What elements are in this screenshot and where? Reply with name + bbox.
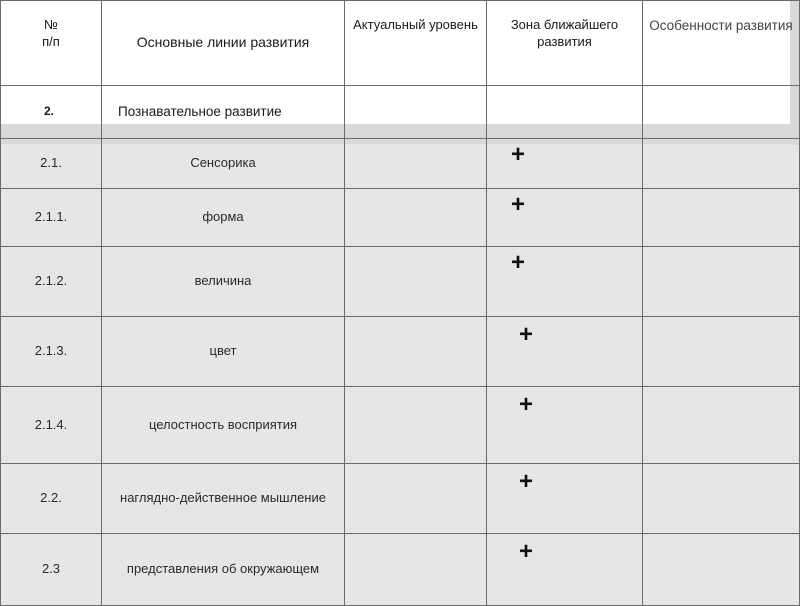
row-name: наглядно-действенное мышление bbox=[102, 464, 345, 534]
table-row bbox=[1, 387, 800, 464]
cell-zone bbox=[487, 534, 643, 606]
cell-features bbox=[643, 534, 800, 606]
row-name: форма bbox=[102, 189, 345, 247]
row-number: 2.1. bbox=[1, 139, 102, 189]
cell-actual bbox=[345, 189, 487, 247]
cell-features bbox=[643, 139, 800, 189]
plus-mark: + bbox=[511, 249, 526, 276]
cell-features bbox=[643, 464, 800, 534]
section-title: Познавательное развитие bbox=[102, 86, 345, 139]
row-number: 2.1.3. bbox=[1, 317, 102, 387]
cell-zone bbox=[487, 317, 643, 387]
plus-mark: + bbox=[519, 321, 534, 348]
table-header-row bbox=[1, 1, 800, 86]
cell-zone bbox=[487, 247, 643, 317]
header-number: № п/п bbox=[1, 1, 102, 86]
cell-actual bbox=[345, 387, 487, 464]
row-name: величина bbox=[102, 247, 345, 317]
cell-features bbox=[643, 189, 800, 247]
cell-features bbox=[643, 317, 800, 387]
row-name: представления об окружающем bbox=[102, 534, 345, 606]
plus-mark: + bbox=[519, 538, 534, 565]
plus-mark: + bbox=[519, 468, 534, 495]
cell-zone bbox=[487, 387, 643, 464]
cell-zone bbox=[487, 86, 643, 139]
row-number: 2.3 bbox=[1, 534, 102, 606]
header-development-lines: Основные линии развития bbox=[102, 1, 345, 86]
cell-zone bbox=[487, 139, 643, 189]
table-row bbox=[1, 464, 800, 534]
cell-actual bbox=[345, 534, 487, 606]
table-row bbox=[1, 534, 800, 606]
header-actual-level: Актуальный уровень bbox=[345, 1, 487, 86]
row-number: 2.1.4. bbox=[1, 387, 102, 464]
plus-mark: + bbox=[511, 141, 526, 168]
cell-features bbox=[643, 86, 800, 139]
cell-actual bbox=[345, 247, 487, 317]
section-row bbox=[1, 86, 800, 139]
row-name: Сенсорика bbox=[102, 139, 345, 189]
row-name: целостность восприятия bbox=[102, 387, 345, 464]
row-name: цвет bbox=[102, 317, 345, 387]
section-number: 2. bbox=[1, 86, 102, 139]
cell-actual bbox=[345, 139, 487, 189]
plus-mark: + bbox=[519, 391, 534, 418]
table-row bbox=[1, 247, 800, 317]
plus-mark: + bbox=[511, 191, 526, 218]
row-number: 2.1.1. bbox=[1, 189, 102, 247]
table-row bbox=[1, 317, 800, 387]
table-row bbox=[1, 189, 800, 247]
row-number: 2.2. bbox=[1, 464, 102, 534]
row-number: 2.1.2. bbox=[1, 247, 102, 317]
table-row bbox=[1, 139, 800, 189]
cell-zone bbox=[487, 464, 643, 534]
cell-actual bbox=[345, 317, 487, 387]
header-features: Особенности развития bbox=[643, 1, 800, 86]
cell-zone bbox=[487, 189, 643, 247]
header-proximal-zone: Зона ближайшего развития bbox=[487, 1, 643, 86]
cell-actual bbox=[345, 86, 487, 139]
cell-features bbox=[643, 387, 800, 464]
cell-features bbox=[643, 247, 800, 317]
cell-actual bbox=[345, 464, 487, 534]
